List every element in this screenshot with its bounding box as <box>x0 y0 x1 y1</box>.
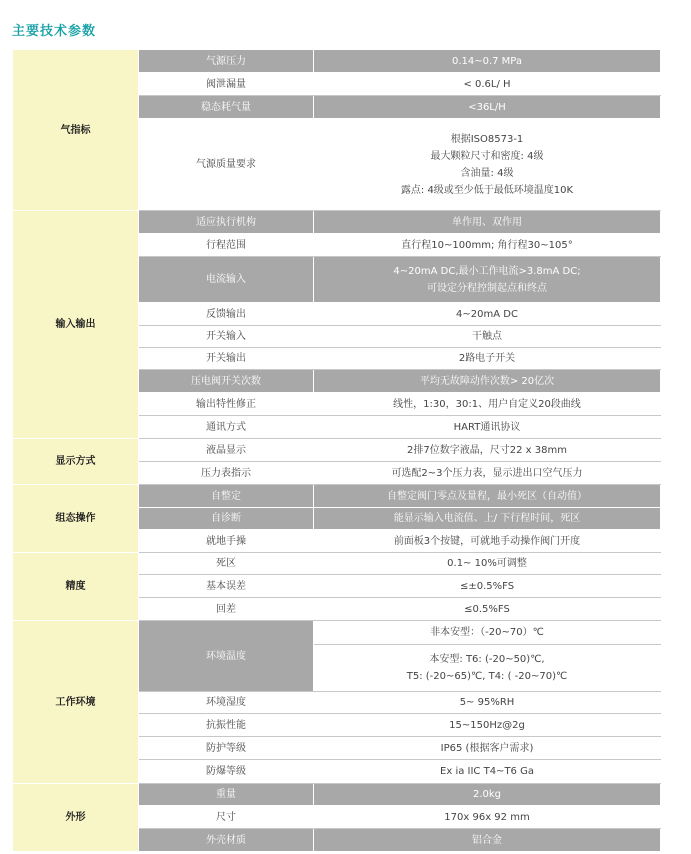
category-cell: 气指标 <box>13 50 139 211</box>
value-line: 4~20mA DC <box>456 308 518 320</box>
param-label: 气源质量要求 <box>139 119 314 211</box>
param-label: 外壳材质 <box>139 829 314 852</box>
category-cell: 显示方式 <box>13 439 139 485</box>
param-label: 行程范围 <box>139 234 314 257</box>
param-label: 抗振性能 <box>139 714 314 737</box>
param-value <box>314 784 661 806</box>
param-label: 环境湿度 <box>139 692 314 714</box>
value-line: 170x 96x 92 mm <box>444 811 530 823</box>
table-row <box>13 50 661 73</box>
param-label: 稳态耗气量 <box>139 96 314 119</box>
param-label: 气源压力 <box>139 50 314 73</box>
category-cell: 工作环境 <box>13 621 139 784</box>
param-label: 防护等级 <box>139 737 314 760</box>
value-line: 2路电子开关 <box>458 353 516 364</box>
param-value <box>314 96 661 119</box>
value-line: 线性，1:30，30:1、用户自定义20段曲线 <box>393 398 581 410</box>
param-label: 适应执行机构 <box>139 211 314 234</box>
value-line: 自整定阀门零点及量程，最小死区（自动值） <box>387 490 587 502</box>
value-line: 直行程10~100mm; 角行程30~105° <box>401 239 573 251</box>
table-row <box>13 784 661 806</box>
value-line: 0.14~0.7 MPa <box>451 55 523 67</box>
spec-table <box>12 49 661 852</box>
value-line: < 0.6L/ H <box>463 78 511 90</box>
param-value <box>314 50 661 73</box>
param-value <box>314 714 661 737</box>
param-value <box>314 692 661 714</box>
param-label: 通讯方式 <box>139 416 314 439</box>
value-line: 4~20mA DC,最小工作电流>3.8mA DC; <box>393 265 581 277</box>
param-label: 死区 <box>139 553 314 575</box>
param-value <box>314 303 661 326</box>
section-title: 主要技术参数 <box>12 24 97 39</box>
param-value <box>314 73 661 96</box>
param-label: 重量 <box>139 784 314 806</box>
value-line: 前面板3个按键，可就地手动操作阀门开度 <box>393 535 581 547</box>
category-cell: 外形 <box>13 784 139 852</box>
value-line: 可设定分程控制起点和终点 <box>427 282 547 294</box>
value-line: 能显示输入电流值、上/ 下行程时间，死区 <box>393 513 581 524</box>
param-value <box>314 393 661 416</box>
param-value <box>314 257 661 303</box>
value-line: 平均无故障动作次数> 20亿次 <box>419 375 555 387</box>
param-value <box>314 737 661 760</box>
param-label: 自整定 <box>139 485 314 508</box>
param-value <box>314 211 661 234</box>
value-line: ≤±0.5%FS <box>459 580 515 592</box>
param-label: 自诊断 <box>139 508 314 530</box>
param-label: 环境温度 <box>139 621 314 692</box>
param-label: 防爆等级 <box>139 760 314 784</box>
param-value <box>314 621 661 645</box>
category-cell: 输入输出 <box>13 211 139 439</box>
value-line: 含油量: 4级 <box>460 167 514 179</box>
param-value <box>314 598 661 621</box>
param-label: 尺寸 <box>139 806 314 829</box>
table-row <box>13 439 661 462</box>
value-line: IP65 (根据客户需求) <box>440 742 534 754</box>
table-row <box>13 553 661 575</box>
value-line: T5: (-20~65)℃, T4: ( -20~70)℃ <box>406 671 568 682</box>
param-label: 输出特性修正 <box>139 393 314 416</box>
param-value <box>314 530 661 553</box>
value-line: HART通讯协议 <box>453 421 521 433</box>
param-label: 电流输入 <box>139 257 314 303</box>
table-row <box>13 621 661 645</box>
value-line: 非本安型：（-20~70）℃ <box>430 627 544 638</box>
param-value <box>314 416 661 439</box>
value-line: 5~ 95%RH <box>459 697 515 708</box>
param-value <box>314 829 661 852</box>
param-value <box>314 439 661 462</box>
param-label: 就地手操 <box>139 530 314 553</box>
category-cell: 组态操作 <box>13 485 139 553</box>
category-cell: 精度 <box>13 553 139 621</box>
value-line: 露点: 4级或至少低于最低环境温度10K <box>400 184 574 196</box>
param-value <box>314 553 661 575</box>
value-line: <36L/H <box>468 101 506 113</box>
param-label: 阀泄漏量 <box>139 73 314 96</box>
param-value <box>314 645 661 692</box>
param-value <box>314 234 661 257</box>
param-label: 反馈输出 <box>139 303 314 326</box>
param-label: 压力表指示 <box>139 462 314 485</box>
param-value <box>314 462 661 485</box>
value-line: 根据ISO8573-1 <box>450 133 524 145</box>
param-value <box>314 806 661 829</box>
param-label: 开关输出 <box>139 348 314 370</box>
table-row <box>13 485 661 508</box>
value-line: 本安型: T6: (-20~50)℃, <box>429 654 545 665</box>
param-value <box>314 119 661 211</box>
param-label: 开关输入 <box>139 326 314 348</box>
value-line: 干触点 <box>472 331 502 342</box>
table-row <box>13 211 661 234</box>
value-line: 2排7位数字液晶，尺寸22 x 38mm <box>407 444 567 456</box>
param-value <box>314 326 661 348</box>
value-line: 15~150Hz@2g <box>449 719 525 731</box>
value-line: 最大颗粒尺寸和密度: 4级 <box>430 150 544 162</box>
value-line: 铝合金 <box>472 834 502 846</box>
param-value <box>314 760 661 784</box>
param-value <box>314 575 661 598</box>
param-value <box>314 370 661 393</box>
param-value <box>314 485 661 508</box>
value-line: 2.0kg <box>472 789 502 800</box>
param-value <box>314 348 661 370</box>
value-line: ≤0.5%FS <box>464 603 510 615</box>
param-label: 压电阀开关次数 <box>139 370 314 393</box>
value-line: Ex ia IIC T4~T6 Ga <box>440 766 534 777</box>
value-line: 可选配2~3个压力表，显示进出口空气压力 <box>391 467 583 479</box>
param-label: 基本误差 <box>139 575 314 598</box>
value-line: 单作用、双作用 <box>452 216 522 228</box>
param-value <box>314 508 661 530</box>
param-label: 回差 <box>139 598 314 621</box>
param-label: 液晶显示 <box>139 439 314 462</box>
value-line: 0.1~ 10%可调整 <box>447 558 527 569</box>
